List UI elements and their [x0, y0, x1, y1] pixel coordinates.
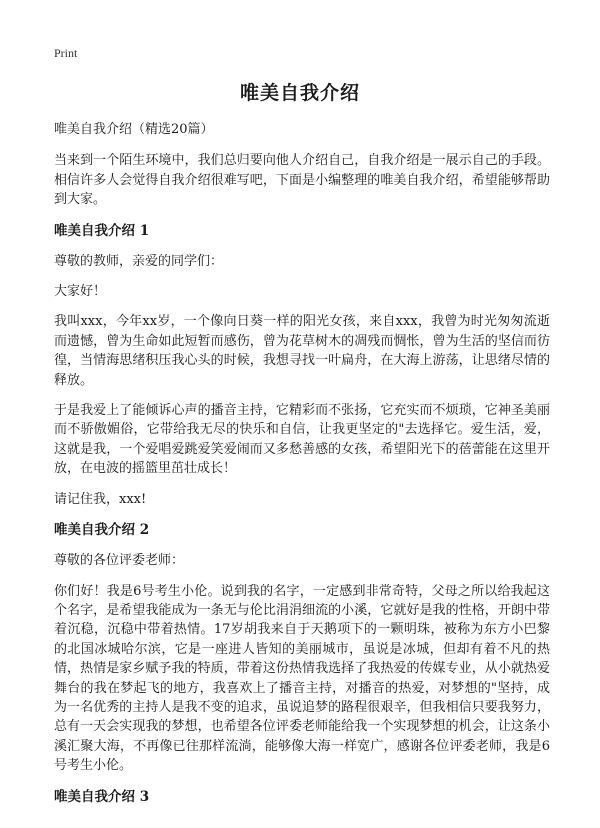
section-2-salutation: 尊敬的各位评委老师： [54, 553, 185, 569]
section-heading-2: 唯美自我介绍 2 [54, 522, 150, 539]
section-1-paragraph: 于是我爱上了能倾诉心声的播音主持，它精彩而不张扬，它充实而不烦琐，它神圣美丽而不骄傲媚俗，它带给我无尽的快乐和自信，让我更坚定的"去选择它。爱生活，爱，这就是我，一个爱唱爱跳爱笑爱闹而又多愁善感的女孩，希望阳光下的蓓蕾能在这里开放，在电波的摇篮里茁壮成长！ [54, 403, 550, 477]
article-subtitle: 唯美自我介绍（精选20篇） [54, 122, 214, 137]
intro-paragraph: 当来到一个陌生环境中，我们总归要向他人介绍自己，自我介绍是一展示自己的手段。相信许多人会觉得自我介绍很难写吧，下面是小编整理的唯美自我介绍，希望能够帮助到大家。 [54, 153, 550, 208]
section-heading-1: 唯美自我介绍 1 [54, 222, 150, 239]
section-heading-3: 唯美自我介绍 3 [54, 788, 150, 805]
section-1-paragraph: 我叫xxx，今年xx岁，一个像向日葵一样的阳光女孩，来自xxx，我曾为时光匆匆流逝而遗憾，曾为生命如此短暂而感伤，曾为花草树木的凋残而惆怅，曾为生活的坚信而彷徨，当情海思绪积压我心头的时候，我想寻找一叶扁舟，在大海上游荡，让思绪尽情的释放。 [54, 314, 550, 388]
print-link[interactable]: Print [54, 46, 78, 60]
page-title: 唯美自我介绍 [239, 82, 360, 104]
section-1-salutation: 尊敬的教师，亲爱的同学们： [54, 253, 224, 269]
section-1-closing: 请记住我，xxx! [54, 491, 147, 507]
section-1-greeting: 大家好！ [54, 284, 107, 300]
section-2-paragraph: 你们好！我是6号考生小伦。说到我的名字，一定感到非常奇特，父母之所以给我起这个名字，是希望我能成为一条无与伦比涓涓细流的小溪，它就好是我的性格，开朗中带着沉稳，沉稳中带着热情。17岁胡我来自于天鹅项下的一颗明珠，被称为东方小巴黎的北国冰城哈尔滨，它是一座进人皆知的美丽城市，虽说是冰城，但却有着不凡的热情，热情是家乡赋予我的特质，带着这份热情我选择了我热爱的传媒专业，从小就热爱舞台的我在梦起飞的地方，我喜欢上了播音主持，对播音的热爱，对梦想的"坚持，成为一名优秀的主持人是我不变的追求，虽说追梦的路程很艰辛，但我相信只要我努力，总有一天会实现我的梦想，也希望各位评委老师能给我一个实现梦想的机会，让这条小溪汇聚大海，不再像已往那样流淌，能够像大海一样宽广，感谢各位评委老师，我是6号考生小伦。 [54, 583, 550, 774]
article-body [54, 120, 550, 818]
